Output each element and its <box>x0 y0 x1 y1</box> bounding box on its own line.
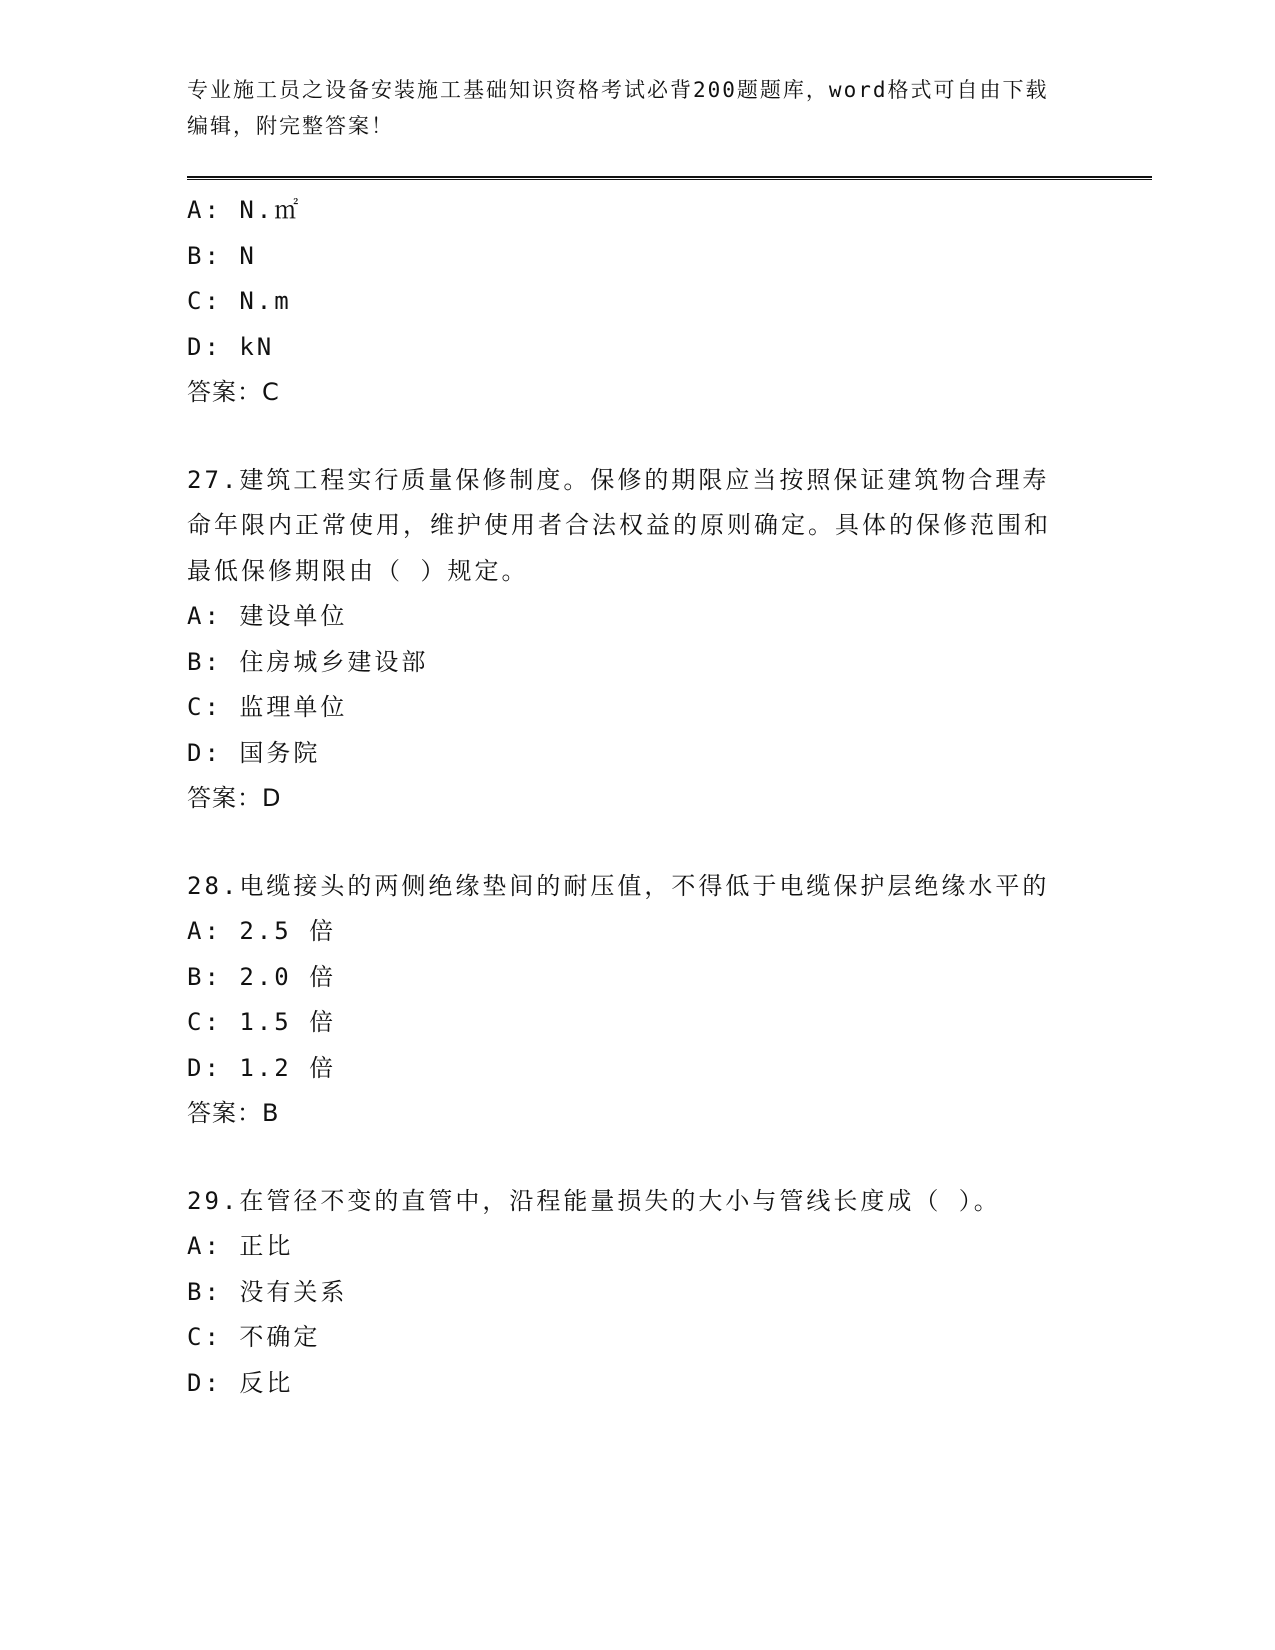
question-29 <box>187 1179 1087 1407</box>
option-c: C: 不确定 <box>187 1323 321 1351</box>
option-c: C: 1.5 倍 <box>187 1008 337 1036</box>
header-divider <box>187 176 1152 180</box>
option-b: B: 住房城乡建设部 <box>187 647 429 676</box>
option-a: A: N.㎡ <box>187 196 302 224</box>
answer-line: 答案：B <box>187 1099 280 1127</box>
question-28 <box>187 864 1087 1137</box>
option-c: C: 监理单位 <box>187 693 348 721</box>
answer-line: 答案：C <box>187 378 280 406</box>
option-c: C: N.m <box>187 287 292 315</box>
option-b: B: 没有关系 <box>187 1277 348 1306</box>
document-header: 专业施工员之设备安装施工基础知识资格考试必背200题题库，word格式可自由下载编辑，附完整答案！ <box>187 78 1049 138</box>
option-a: A: 2.5 倍 <box>187 917 337 945</box>
option-b: B: 2.0 倍 <box>187 962 337 991</box>
answer-line: 答案：D <box>187 784 282 812</box>
question-26 <box>187 188 1087 416</box>
option-d: D: kN <box>187 332 275 361</box>
option-d: D: 1.2 倍 <box>187 1053 337 1082</box>
question-stem: 27.建筑工程实行质量保修制度。保修的期限应当按照保证建筑物合理寿命年限内正常使用，维护使用者合法权益的原则确定。具体的保修范围和最低保修期限由（ ）规定。 <box>187 465 1051 585</box>
question-27 <box>187 458 1087 822</box>
option-a: A: 正比 <box>187 1232 294 1260</box>
option-d: D: 国务院 <box>187 738 321 767</box>
option-d: D: 反比 <box>187 1368 294 1397</box>
question-stem: 29.在管径不变的直管中，沿程能量损失的大小与管线长度成（ ）。 <box>187 1186 1001 1215</box>
option-b: B: N <box>187 241 257 270</box>
option-a: A: 建设单位 <box>187 602 348 630</box>
question-list <box>187 188 1087 1406</box>
question-stem: 28.电缆接头的两侧绝缘垫间的耐压值，不得低于电缆保护层绝缘水平的 <box>187 871 1050 900</box>
